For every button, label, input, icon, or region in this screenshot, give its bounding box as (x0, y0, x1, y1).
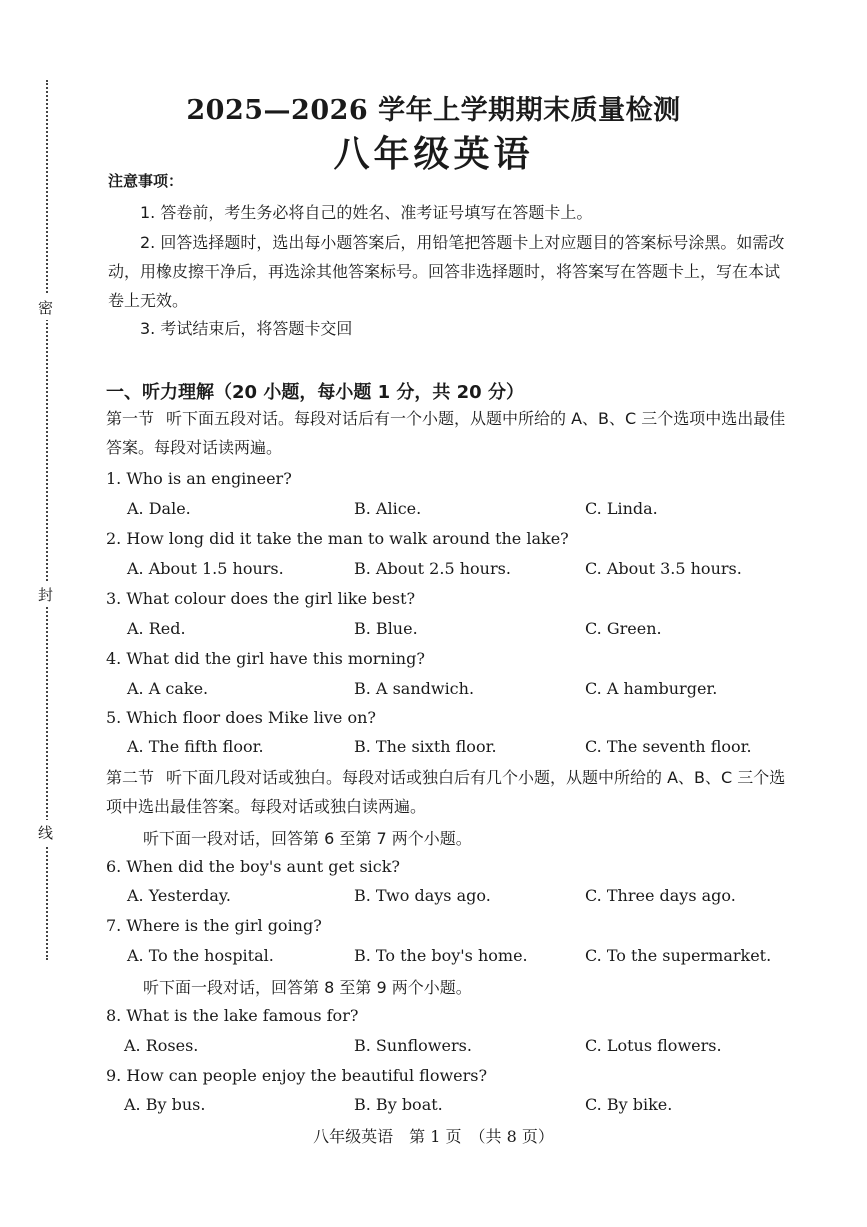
notice-item-3: 3. 考试结束后，将答题卡交回 (140, 319, 353, 338)
option-2c: C. About 3.5 hours. (585, 559, 742, 578)
instruction-6-7: 听下面一段对话，回答第 6 至第 7 两个小题。 (143, 829, 472, 848)
binding-char-seal: 密 (38, 295, 53, 320)
option-5b: B. The sixth floor. (354, 737, 497, 756)
option-7a: A. To the hospital. (127, 946, 274, 965)
option-3b: B. Blue. (354, 619, 418, 638)
question-4: 4. What did the girl have this morning? (106, 649, 425, 668)
options-9 (0, 1095, 867, 1117)
options-8 (0, 1036, 867, 1058)
option-9a: A. By bus. (124, 1095, 206, 1114)
option-4c: C. A hamburger. (585, 679, 718, 698)
options-4 (0, 679, 867, 701)
question-3: 3. What colour does the girl like best? (106, 589, 416, 608)
question-7: 7. Where is the girl going? (106, 916, 322, 935)
question-1: 1. Who is an engineer? (106, 469, 292, 488)
part-2-instruction (106, 763, 796, 821)
option-9c: C. By bike. (585, 1095, 673, 1114)
options-2 (0, 559, 867, 581)
question-5: 5. Which floor does Mike live on? (106, 708, 376, 727)
question-6: 6. When did the boy's aunt get sick? (106, 857, 400, 876)
binding-char-close: 封 (38, 582, 53, 607)
option-3c: C. Green. (585, 619, 662, 638)
option-2b: B. About 2.5 hours. (354, 559, 511, 578)
exam-subtitle: 八年级英语 (333, 133, 534, 175)
exam-title: 2025—2026 学年上学期期末质量检测 (186, 95, 681, 126)
options-7 (0, 946, 867, 968)
option-6b: B. Two days ago. (354, 886, 491, 905)
option-8b: B. Sunflowers. (354, 1036, 472, 1055)
instruction-8-9: 听下面一段对话，回答第 8 至第 9 两个小题。 (143, 978, 472, 997)
option-5a: A. The fifth floor. (127, 737, 264, 756)
question-2: 2. How long did it take the man to walk around the lake? (106, 529, 569, 548)
part-1-text: 听下面五段对话。每段对话后有一个小题，从题中所给的 A、B、C 三个选项中选出最佳答案。每段对话读两遍。 (106, 409, 786, 457)
part-1-label: 第一节 (106, 409, 155, 428)
option-5c: C. The seventh floor. (585, 737, 752, 756)
option-1c: C. Linda. (585, 499, 658, 518)
option-3a: A. Red. (127, 619, 186, 638)
notice-heading: 注意事项： (108, 172, 184, 190)
option-4b: B. A sandwich. (354, 679, 475, 698)
part-1-instruction (106, 404, 796, 462)
option-6c: C. Three days ago. (585, 886, 736, 905)
option-2a: A. About 1.5 hours. (127, 559, 284, 578)
option-7c: C. To the supermarket. (585, 946, 772, 965)
question-9: 9. How can people enjoy the beautiful flowers? (106, 1066, 488, 1085)
page-footer: 八年级英语 第 1 页 （共 8 页） (313, 1127, 554, 1146)
options-1 (0, 499, 867, 521)
part-2-text: 听下面几段对话或独白。每段对话或独白后有几个小题，从题中所给的 A、B、C 三个选项中选出最佳答案。每段对话或独白读两遍。 (106, 768, 786, 816)
section-heading: 一、听力理解（20 小题，每小题 1 分，共 20 分） (106, 382, 524, 403)
option-8c: C. Lotus flowers. (585, 1036, 722, 1055)
question-8: 8. What is the lake famous for? (106, 1006, 359, 1025)
notice-item-2: 2. 回答选择题时，选出每小题答案后，用铅笔把答题卡上对应题目的答案标号涂黑。如需改动，用橡皮擦干净后，再选涂其他答案标号。回答非选择题时，将答案写在答题卡上，写在本试卷上无效。 (108, 233, 785, 310)
option-9b: B. By boat. (354, 1095, 443, 1114)
notice-item-1: 1. 答卷前，考生务必将自己的姓名、准考证号填写在答题卡上。 (140, 203, 593, 222)
binding-char-line: 线 (38, 820, 53, 845)
part-2-label: 第二节 (106, 768, 155, 787)
options-3 (0, 619, 867, 641)
options-5 (0, 737, 867, 759)
option-8a: A. Roses. (124, 1036, 199, 1055)
options-6 (0, 886, 867, 908)
option-6a: A. Yesterday. (127, 886, 231, 905)
option-4a: A. A cake. (127, 679, 209, 698)
option-1a: A. Dale. (127, 499, 191, 518)
option-1b: B. Alice. (354, 499, 422, 518)
option-7b: B. To the boy's home. (354, 946, 528, 965)
